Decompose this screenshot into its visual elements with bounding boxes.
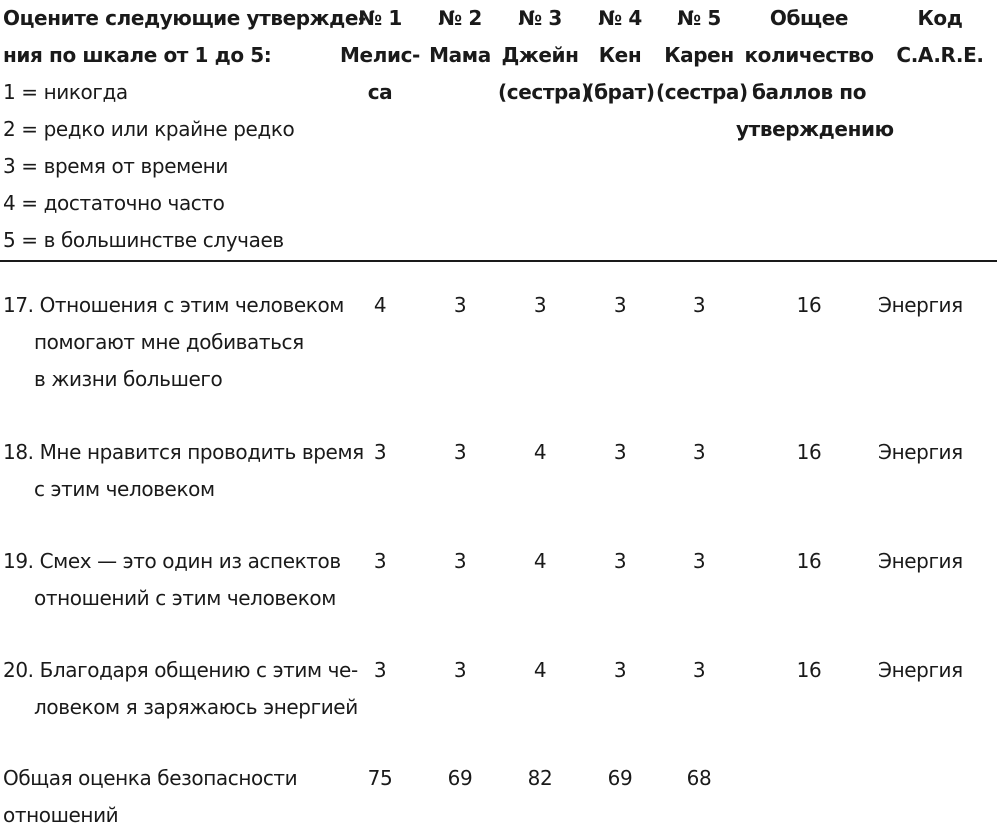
- score-cell: 3: [692, 293, 706, 317]
- score-cell: 3: [453, 549, 467, 573]
- instruction-line: ния по шкале от 1 до 5:: [3, 43, 272, 67]
- statement-text: 17. Отношения с этим человеком помогают мне добиваться в жизни большего: [3, 293, 344, 391]
- score-cell: 3: [373, 440, 387, 464]
- score-cell: 3: [613, 293, 627, 317]
- score-cell: 3: [613, 658, 627, 682]
- score-cell: 3: [692, 658, 706, 682]
- total-cell: 16: [796, 440, 822, 464]
- score-cell: 3: [533, 293, 547, 317]
- summary-score-cell: 75: [367, 766, 393, 790]
- statement-text: 19. Смех — это один из аспектов отношений с этим человеком: [3, 549, 341, 610]
- score-cell: 3: [373, 549, 387, 573]
- column-header-code: Код C.A.R.E.: [896, 6, 984, 67]
- total-cell: 16: [796, 293, 822, 317]
- header-divider: [0, 260, 997, 262]
- score-cell: 4: [533, 549, 547, 573]
- score-cell: 3: [692, 440, 706, 464]
- column-header-total: Общее количество баллов по утверждению: [736, 6, 894, 141]
- summary-score-cell: 69: [447, 766, 473, 790]
- column-header-person-2: № 2 Мама: [429, 6, 491, 67]
- scale-item: 3 = время от времени: [3, 154, 228, 178]
- code-cell: Энергия: [878, 549, 963, 573]
- scale-item: 2 = редко или крайне редко: [3, 117, 295, 141]
- score-cell: 3: [373, 658, 387, 682]
- code-cell: Энергия: [878, 658, 963, 682]
- statement-text: 18. Мне нравится проводить время с этим человеком: [3, 440, 364, 501]
- score-cell: 3: [453, 440, 467, 464]
- score-cell: 3: [453, 293, 467, 317]
- score-cell: 4: [373, 293, 387, 317]
- score-cell: 3: [613, 440, 627, 464]
- summary-score-cell: 69: [607, 766, 633, 790]
- statement-text: 20. Благодаря общению с этим че- ловеком я заряжаюсь энергией: [3, 658, 358, 719]
- summary-score-cell: 68: [686, 766, 712, 790]
- instruction-line: Оцените следующие утвержде-: [3, 6, 366, 30]
- code-cell: Энергия: [878, 440, 963, 464]
- score-cell: 4: [533, 658, 547, 682]
- scale-item: 4 = достаточно часто: [3, 191, 225, 215]
- scale-legend: [3, 0, 366, 259]
- summary-score-cell: 82: [527, 766, 553, 790]
- score-cell: 3: [453, 658, 467, 682]
- score-cell: 3: [692, 549, 706, 573]
- scale-item: 5 = в большинстве случаев: [3, 228, 284, 252]
- summary-label: Общая оценка безопасности отношений: [3, 766, 298, 827]
- column-header-person-3: № 3 Джейн (сестра): [498, 6, 590, 104]
- code-cell: Энергия: [878, 293, 963, 317]
- column-header-person-5: № 5 Карен (сестра): [656, 6, 748, 104]
- score-cell: 4: [533, 440, 547, 464]
- scale-item: 1 = никогда: [3, 80, 128, 104]
- total-cell: 16: [796, 658, 822, 682]
- score-cell: 3: [613, 549, 627, 573]
- column-header-person-1: № 1 Мелис- са: [340, 6, 420, 104]
- column-header-person-4: № 4 Кен (брат): [585, 6, 655, 104]
- total-cell: 16: [796, 549, 822, 573]
